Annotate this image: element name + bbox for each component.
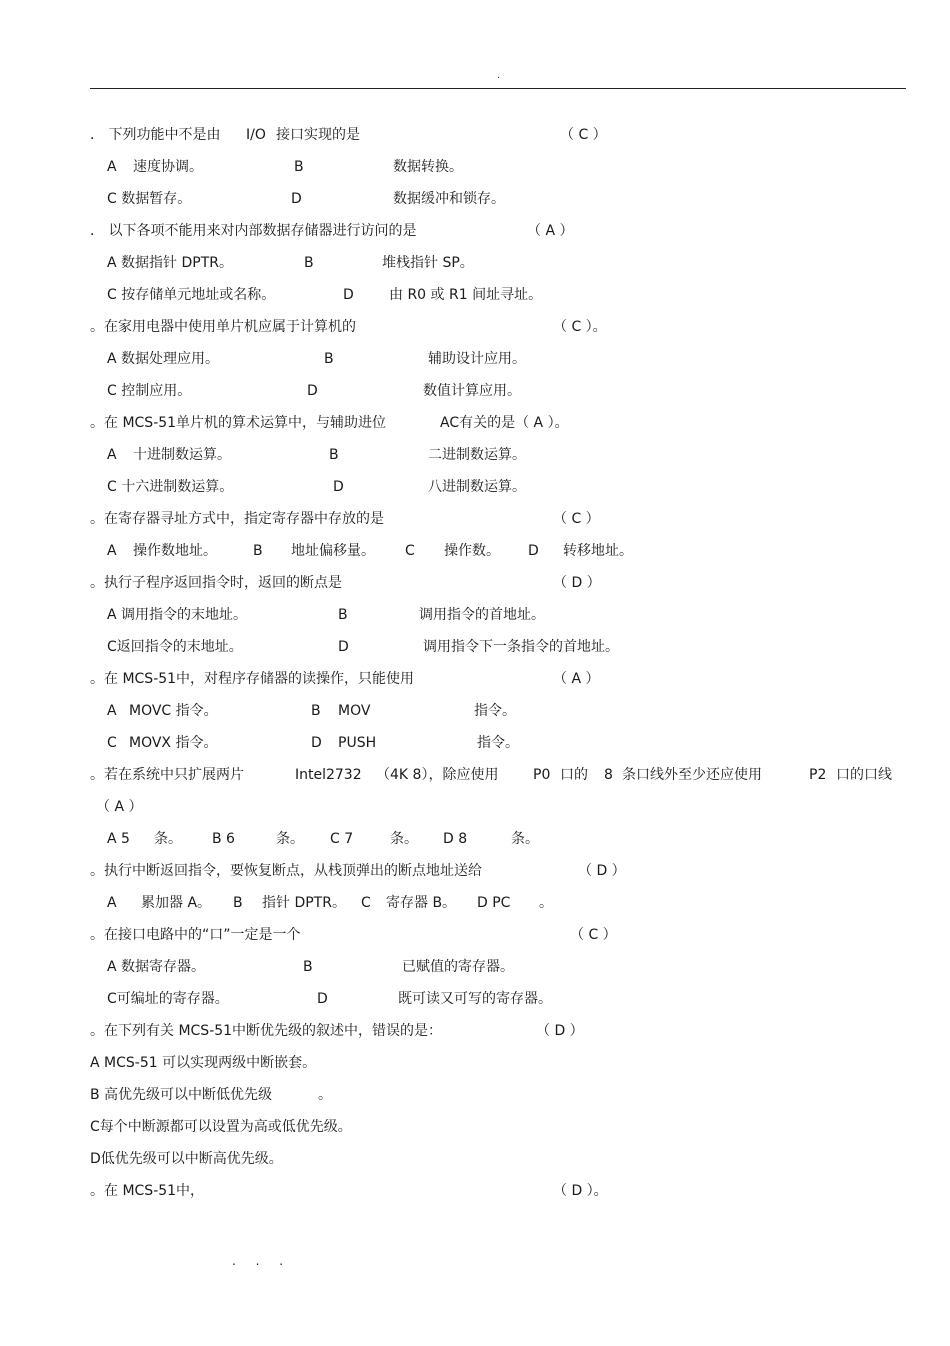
option-d-unit: 条。 [511,831,539,847]
option-a-text: 累加器 A。 [141,895,212,911]
option-b-label: B [329,447,339,463]
question-8-tail: 口的口线 [836,767,892,783]
question-5-answer: （ C ） [553,511,600,527]
question-8-p0: P0 [533,767,551,783]
question-10-answer: （ C ） [570,927,617,943]
option-a: A MCS-51 可以实现两级中断嵌套。 [90,1055,317,1071]
option-a-label: A [107,895,117,911]
question-5-stem: 。在寄存器寻址方式中，指定寄存器中存放的是 [90,511,384,527]
option-a-label: A [107,159,117,175]
option-c: C 按存储单元地址或名称。 [107,287,276,303]
question-8-count: 8 [604,767,613,783]
option-b-text: 调用指令的首地址。 [419,607,545,623]
option-b-label: B [233,895,243,911]
question-1-stem: ． 下列功能中不是由 [90,127,221,143]
option-c: C 十六进制数运算。 [107,479,234,495]
option-d-text: 数值计算应用。 [423,383,521,399]
option-a: A 数据处理应用。 [107,351,220,367]
option-c-text: 操作数。 [444,543,500,559]
option-d-label: D [333,479,344,495]
option-b-label: B 6 [212,831,235,847]
option-d-label: D PC [477,895,511,911]
option-b-label: B [303,959,313,975]
option-a-label: A [107,543,117,559]
option-d-label: D [291,191,302,207]
option-a-label: A [107,703,117,719]
option-b-text: 指针 DPTR。 [262,895,346,911]
option-d-label: D 8 [443,831,468,847]
option-a-text: 操作数地址。 [133,543,217,559]
option-b-unit: 条。 [276,831,304,847]
option-b-label: B [324,351,334,367]
option-a-text: MOVC 指令。 [129,703,218,719]
question-11-stem: 。在下列有关 MCS-51中断优先级的叙述中，错误的是： [90,1023,443,1039]
option-d-text: 调用指令下一条指令的首地址。 [423,639,619,655]
option-a-unit: 条。 [154,831,182,847]
option-a-label: A 5 [107,831,130,847]
option-d-text: 数据缓冲和锁存。 [393,191,505,207]
question-2-answer: （ A ） [527,223,574,239]
question-8-p2: P2 [809,767,827,783]
question-10-stem: 。在接口电路中的“口”一定是一个 [90,927,301,943]
option-a: A 数据指针 DPTR。 [107,255,233,271]
option-b-period: 。 [318,1087,332,1103]
option-b-text: 已赋值的寄存器。 [402,959,514,975]
question-8-chip: Intel2732 [295,767,362,783]
option-b-label: B [304,255,314,271]
option-c: C可编址的寄存器。 [107,991,229,1007]
option-c: C 控制应用。 [107,383,192,399]
option-d-label: D [528,543,539,559]
option-d-label: D [307,383,318,399]
option-b-text: 堆栈指针 SP。 [382,255,474,271]
question-3-stem: 。在家用电器中使用单片机应属于计算机的 [90,319,356,335]
question-8-stem: 。若在系统中只扩展两片 [90,767,244,783]
question-8-size: （4K 8），除应使用 [376,767,499,783]
question-6-answer: （ D ） [553,575,601,591]
option-b-text: 数据转换。 [393,159,463,175]
option-d-text: 八进制数运算。 [428,479,526,495]
question-7-stem: 。在 MCS-51中，对程序存储器的读操作，只能使用 [90,671,415,687]
option-c-text: 寄存器 B。 [386,895,457,911]
option-d-text: 既可读又可写的寄存器。 [398,991,552,1007]
option-d-text: 由 R0 或 R1 间址寻址。 [389,287,543,303]
option-d-suffix: 。 [539,895,553,911]
question-8-answer: （ A ） [96,799,143,815]
question-8-rest: 条口线外至少还应使用 [622,767,762,783]
option-a: A 数据寄存器。 [107,959,206,975]
option-c-unit: 条。 [390,831,418,847]
question-4-stem: 。在 MCS-51单片机的算术运算中，与辅助进位 [90,415,387,431]
option-a-label: A [107,447,117,463]
header-mark: . [497,70,501,81]
option-b-label: B [338,607,348,623]
question-11-answer: （ D ） [536,1023,584,1039]
option-c-label: C [405,543,415,559]
option-c-label: C [361,895,371,911]
question-8-port: 口的 [560,767,588,783]
option-c-text: MOVX 指令。 [129,735,218,751]
option-c-label: C 7 [330,831,354,847]
question-4-answer: AC有关的是（ A ）。 [440,415,569,431]
option-d-label: D [343,287,354,303]
question-9-stem: 。执行中断返回指令，要恢复断点，从栈顶弹出的断点地址送给 [90,863,482,879]
question-2-stem: ． 以下各项不能用来对内部数据存储器进行访问的是 [90,223,417,239]
option-c-label: C [107,735,117,751]
option-d-suffix: 指令。 [477,735,519,751]
option-d-label: D [317,991,328,1007]
header-rule [90,88,906,89]
option-d-text: PUSH [338,735,377,751]
option-b-label: B [253,543,263,559]
option-d-text: 转移地址。 [563,543,633,559]
question-6-stem: 。执行子程序返回指令时，返回的断点是 [90,575,342,591]
option-b: B 高优先级可以中断低优先级 [90,1087,273,1103]
option-b-text: 地址偏移量。 [291,543,375,559]
question-9-answer: （ D ） [578,863,626,879]
option-a-text: 速度协调。 [133,159,203,175]
question-12-stem: 。在 MCS-51中， [90,1183,205,1199]
option-d: D低优先级可以中断高优先级。 [90,1151,283,1167]
option-d-label: D [311,735,322,751]
option-c: C返回指令的末地址。 [107,639,243,655]
option-b-text: 辅助设计应用。 [428,351,526,367]
question-1-stem-io: I/O [246,127,266,143]
question-1-stem-end: 接口实现的是 [276,127,360,143]
option-b-text: MOV [338,703,371,719]
question-3-answer: （ C ）。 [553,319,607,335]
option-b-label: B [294,159,304,175]
footer-mark: . . . [232,1254,292,1268]
question-7-answer: （ A ） [553,671,600,687]
option-c: C每个中断源都可以设置为高或低优先级。 [90,1119,352,1135]
option-a-text: 十进制数运算。 [133,447,231,463]
question-1-answer: （ C ） [560,127,607,143]
option-c: C 数据暂存。 [107,191,192,207]
option-b-text: 二进制数运算。 [428,447,526,463]
option-d-label: D [338,639,349,655]
option-b-suffix: 指令。 [474,703,516,719]
question-12-answer: （ D ）。 [553,1183,608,1199]
option-a: A 调用指令的末地址。 [107,607,248,623]
option-b-label: B [311,703,321,719]
